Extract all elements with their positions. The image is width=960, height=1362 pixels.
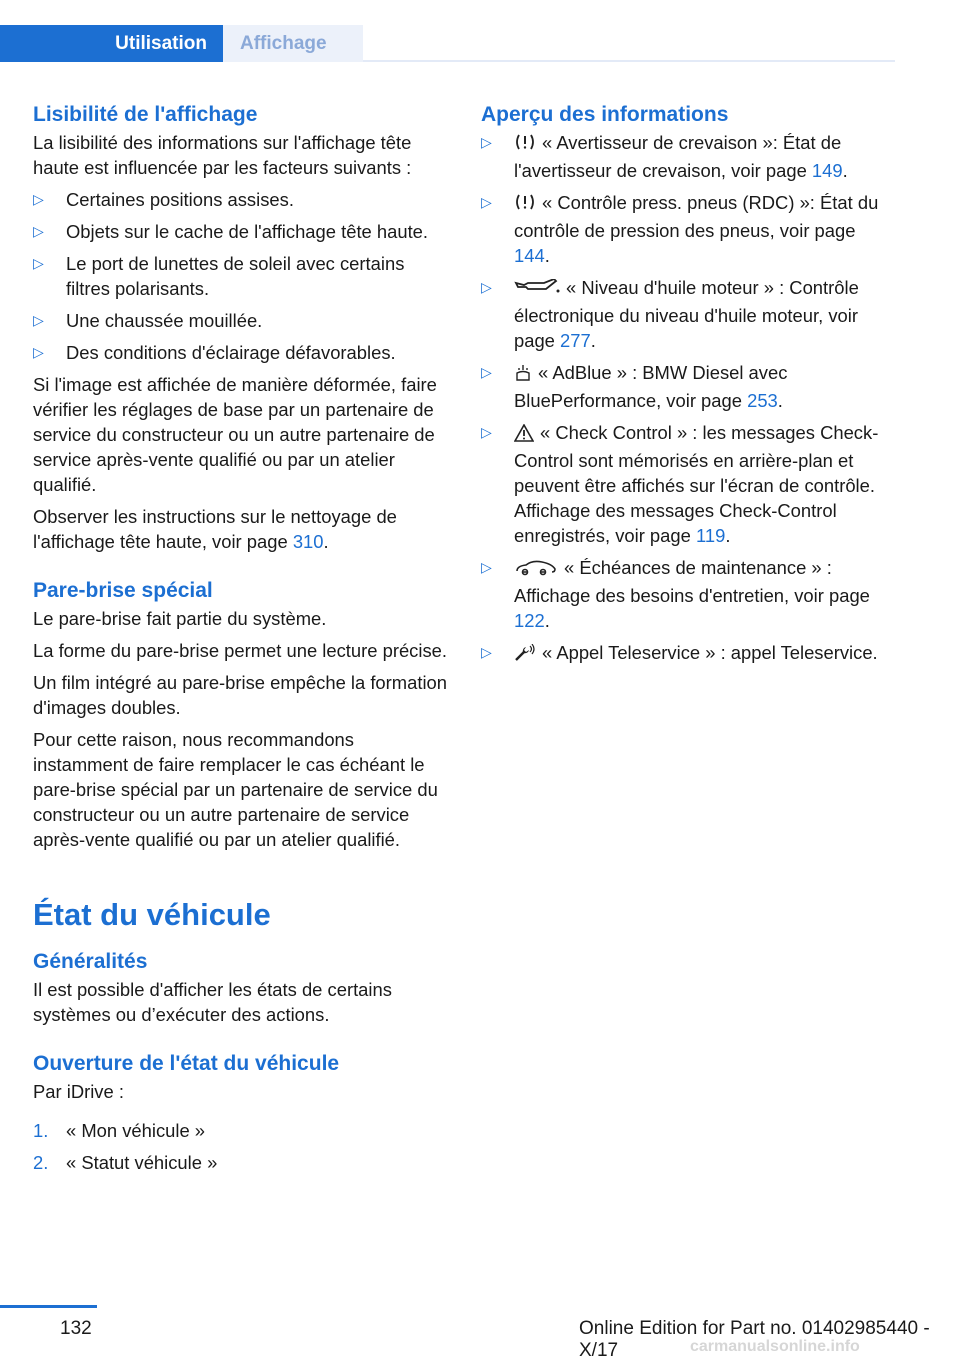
paragraph: Un film intégré au pare-brise empêche la formation d'images doubles. <box>33 672 447 718</box>
warning-triangle-icon <box>514 423 534 448</box>
tab-affichage[interactable]: Affichage <box>223 25 363 62</box>
page-link[interactable]: 277 <box>560 330 591 351</box>
list-item: ▷ Objets sur le cache de l'affichage tête haute. <box>33 221 429 242</box>
paragraph: Si l'image est affichée de manière déformée, faire vérifier les réglages de base par un partenaire de service du constructeur ou un autre partenaire de service après-vente qualifié ou par un atelier qualifié. <box>33 374 437 495</box>
list-item: ▷ « Avertisseur de crevaison »: État de l'avertisseur de crevaison, voir page 149. <box>481 132 848 181</box>
tab-utilisation[interactable]: Utilisation <box>0 25 223 62</box>
tire-warning-icon <box>514 132 536 158</box>
section-title-generalites: Généralités <box>33 950 148 973</box>
list-item: ▷ « AdBlue » : BMW Diesel avec BluePerformance, voir page 253. <box>481 362 788 411</box>
chapter-title: État du véhicule <box>33 897 271 932</box>
section-title-ouverture: Ouverture de l'état du véhicule <box>33 1052 340 1075</box>
triangle-bullet-icon: ▷ <box>481 194 492 210</box>
adblue-icon <box>514 363 532 388</box>
page-link[interactable]: 122 <box>514 610 545 631</box>
oil-can-icon <box>514 278 560 303</box>
triangle-bullet-icon: ▷ <box>481 644 492 660</box>
paragraph: La forme du pare-brise permet une lecture précise. <box>33 640 447 661</box>
list-item: ▷ Une chaussée mouillée. <box>33 310 263 331</box>
page-number: 132 <box>60 1318 92 1339</box>
header-tab-bar <box>0 25 895 62</box>
list-item: 2. « Statut véhicule » <box>33 1152 218 1173</box>
page-link[interactable]: 144 <box>514 245 545 266</box>
service-car-icon <box>514 558 558 583</box>
triangle-bullet-icon: ▷ <box>481 134 492 150</box>
page-link[interactable]: 149 <box>811 160 843 181</box>
triangle-bullet-icon: ▷ <box>33 255 44 271</box>
triangle-bullet-icon: ▷ <box>481 279 492 295</box>
page-link[interactable]: 253 <box>747 390 778 411</box>
list-item: ▷ « Check Control » : les messages Check-Control sont mémorisés en arrière-plan et peuvent être affichés sur l'écran de contrôle. Affichage des messages Check-Control enregistrés, voir page 119. <box>481 422 879 546</box>
triangle-bullet-icon: ▷ <box>481 559 492 575</box>
info-list <box>481 130 896 668</box>
list-item: ▷ « Contrôle press. pneus (RDC) »: État du contrôle de pression des pneus, voir page 144. <box>481 192 879 266</box>
page-link[interactable]: 310 <box>292 531 324 552</box>
section-title-pare-brise: Pare-brise spécial <box>33 579 213 602</box>
page-link[interactable]: 119 <box>695 525 726 546</box>
triangle-bullet-icon: ▷ <box>481 424 492 440</box>
triangle-bullet-icon: ▷ <box>481 364 492 380</box>
list-item: ▷ Certaines positions assises. <box>33 189 294 210</box>
paragraph: Observer les instructions sur le nettoyage de l'affichage tête haute, voir page 310. <box>33 506 397 552</box>
paragraph: Le pare-brise fait partie du système. <box>33 608 327 629</box>
list-item: ▷ Des conditions d'éclairage défavorables. <box>33 342 396 363</box>
triangle-bullet-icon: ▷ <box>33 312 44 328</box>
edition-note: Online Edition for Part no. 01402985440 - X/17 <box>579 1318 930 1361</box>
list-item: ▷ « Appel Teleservice » : appel Teleservice. <box>481 640 896 668</box>
triangle-bullet-icon: ▷ <box>33 344 44 360</box>
paragraph: Par iDrive : <box>33 1081 124 1102</box>
triangle-bullet-icon: ▷ <box>33 223 44 239</box>
tire-pressure-icon <box>514 192 536 218</box>
list-item: ▷ Le port de lunettes de soleil avec certains filtres polarisants. <box>33 253 405 299</box>
list-item: ▷ « Échéances de maintenance » : Affichage des besoins d'entretien, voir page 122. <box>481 557 870 631</box>
triangle-bullet-icon: ▷ <box>33 191 44 207</box>
left-column <box>33 100 448 1182</box>
factor-list <box>33 187 448 365</box>
watermark: carmanualsonline.info <box>690 1338 860 1355</box>
right-column <box>481 100 896 675</box>
section-title-apercu: Aperçu des informations <box>481 103 729 126</box>
paragraph: La lisibilité des informations sur l'affichage tête haute est influencée par les facteurs suivants : <box>33 132 412 178</box>
wrench-call-icon <box>514 643 536 668</box>
footer-divider <box>0 1305 97 1308</box>
list-item: ▷ « Niveau d'huile moteur » : Contrôle électronique du niveau d'huile moteur, voir page 277. <box>481 277 859 351</box>
list-item: 1. « Mon véhicule » <box>33 1120 206 1141</box>
paragraph: Pour cette raison, nous recommandons instamment de faire remplacer le cas échéant le pare-brise spécial par un partenaire de service du constructeur ou un autre partenaire de service après-vente qualifié ou par un atelier qualifié. <box>33 729 438 850</box>
steps-list <box>33 1118 448 1175</box>
paragraph: Il est possible d'afficher les états de certains systèmes ou d’exécuter des actions. <box>33 979 392 1025</box>
section-title-lisibilite: Lisibilité de l'affichage <box>33 103 258 126</box>
